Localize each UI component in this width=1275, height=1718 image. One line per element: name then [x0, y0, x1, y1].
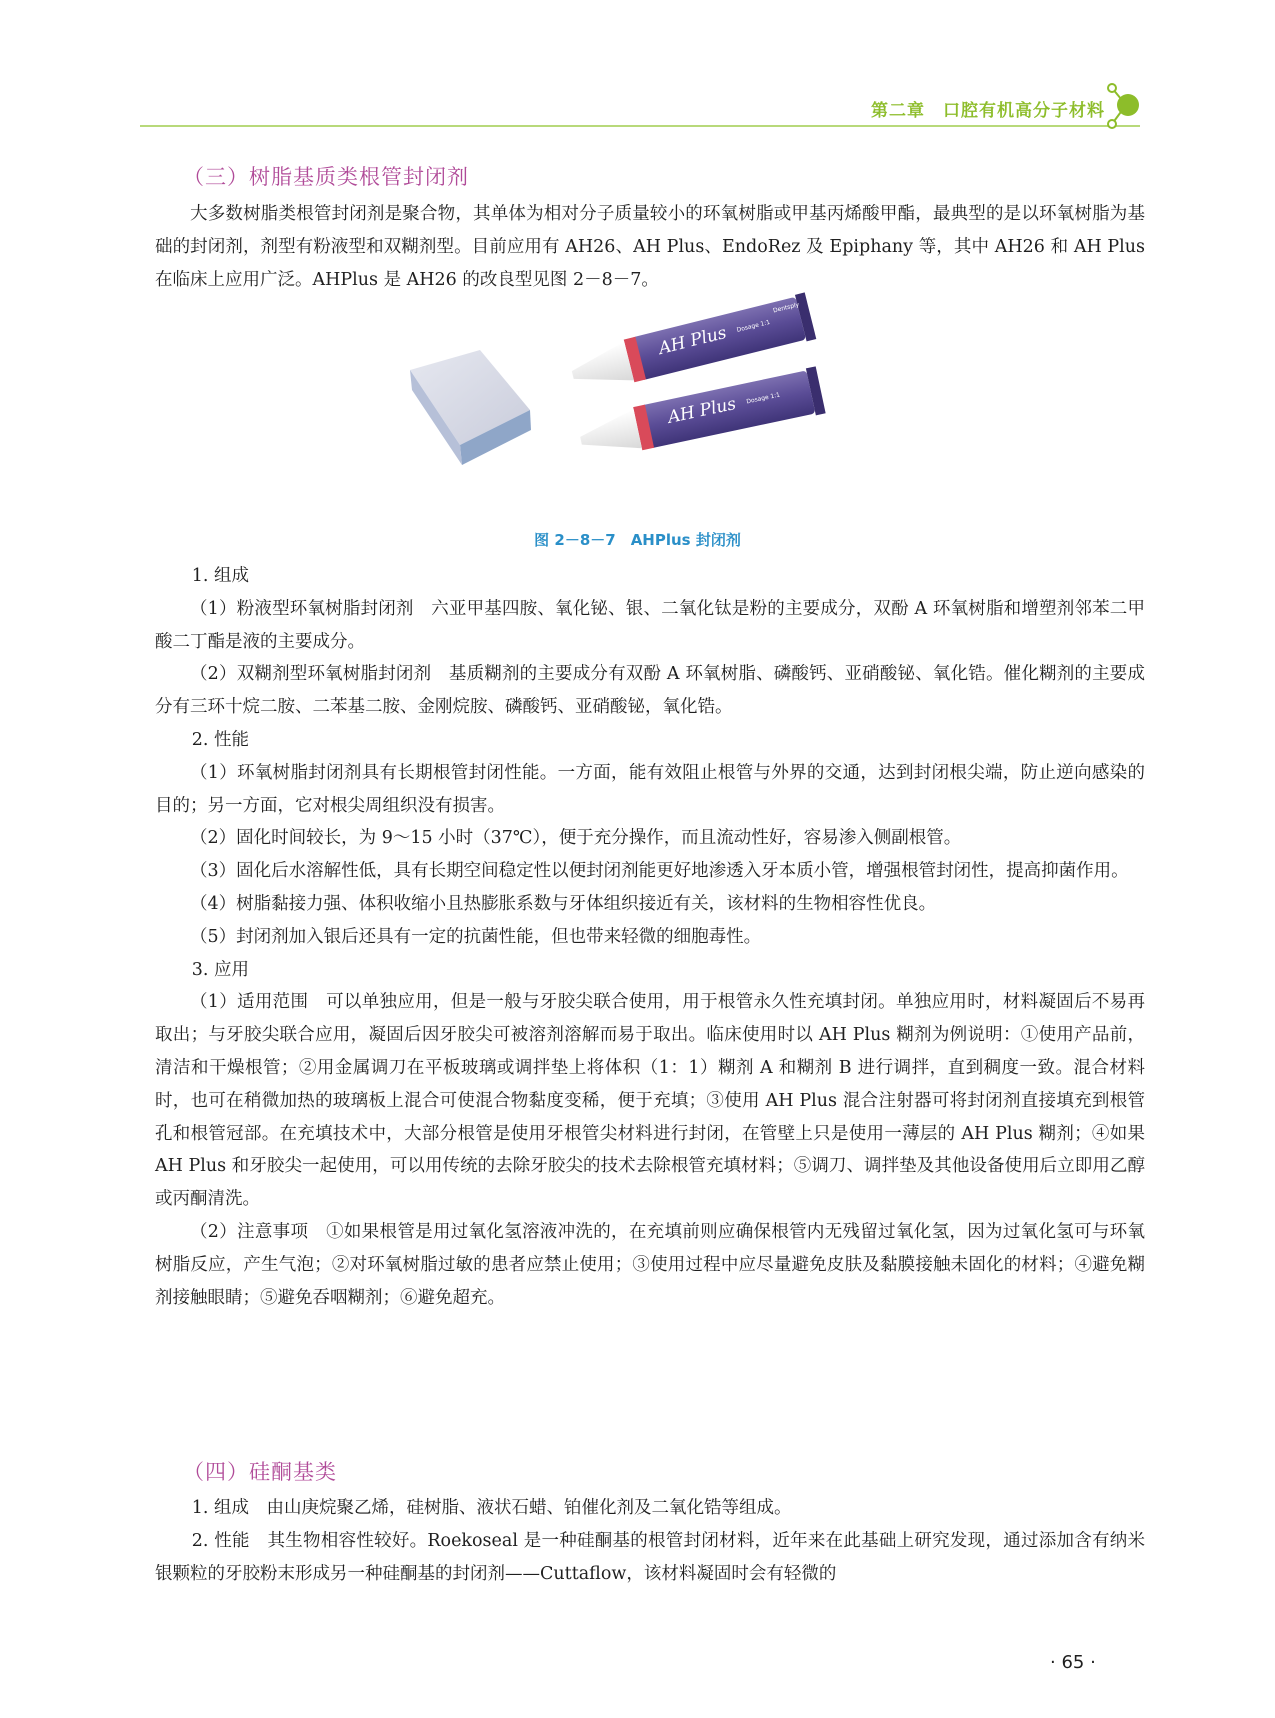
- application-title: 3. 应用: [191, 959, 250, 980]
- composition-item-2: （2）双糊剂型环氧树脂封闭剂 基质糊剂的主要成分有双酚 A 环氧树脂、磷酸钙、亚硝酸铋、氧化锆。催化糊剂的主要成分有三环十烷二胺、二苯基二胺、金刚烷胺、磷酸钙、亚硝酸铋，氧化锆。: [155, 664, 1145, 718]
- tube-label-top: AH Plus: [656, 322, 729, 360]
- silicone-section: [155, 1492, 1145, 1590]
- properties-item-4: （4）树脂黏接力强、体积收缩小且热膨胀系数与牙体组织接近有关，该材料的生物相容性优良。: [190, 893, 937, 914]
- tube-dose-top: Dosage 1:1: [736, 318, 771, 334]
- ahplus-product-photo: [400, 301, 870, 500]
- properties-item-1: （1）环氧树脂封闭剂具有长期根管封闭性能。一方面，能有效阻止根管与外界的交通，达到封闭根尖端，防止逆向感染的目的；另一方面，它对根尖周组织没有损害。: [155, 762, 1145, 816]
- properties-item-3: （3）固化后水溶解性低，具有长期空间稳定性以便封闭剂能更好地渗透入牙本质小管，增强根管封闭性，提高抑菌作用。: [190, 861, 1129, 882]
- section-heading-resin: （三）树脂基质类根管封闭剂: [183, 165, 469, 189]
- composition-title: 1. 组成: [191, 566, 250, 586]
- intro-paragraph: [155, 198, 1145, 296]
- figure-caption: 图 2－8－7 AHPlus 封闭剂: [534, 531, 741, 549]
- application-item-2: （2）注意事项 ①如果根管是用过氧化氢溶液冲洗的，在充填前则应确保根管内无残留过氧化氢，因为过氧化氢可与环氧树脂反应，产生气泡；②对环氧树脂过敏的患者应禁止使用；③使用过程中应尽量避免皮肤及黏膜接触未固化的材料；④避免糊剂接触眼睛；⑤避免吞咽糊剂；⑥避免超充。: [155, 1221, 1145, 1308]
- properties-title: 2. 性能: [191, 729, 250, 750]
- chapter-title: 第二章 口腔有机高分子材料: [871, 101, 1105, 121]
- properties-item-2: （2）固化时间较长，为 9～15 小时（37℃），便于充分操作，而且流动性好，容易渗入侧副根管。: [190, 828, 962, 849]
- intro-text: 大多数树脂类根管封闭剂是聚合物，其单体为相对分子质量较小的环氧树脂或甲基丙烯酸甲酯，最典型的是以环氧树脂为基础的封闭剂，剂型有粉液型和双糊剂型。目前应用有 AH26、AH Plus、EndoRez 及 Epiphany 等，其中 AH26 和 AH Plus 在临床上应用广泛。AHPlus 是 AH26 的改良型见图 2－8－7。: [155, 204, 1145, 290]
- tube-dose-bottom: Dosage 1:1: [745, 391, 781, 406]
- properties-item-5: （5）封闭剂加入银后还具有一定的抗菌性能，但也带来轻微的细胞毒性。: [190, 926, 762, 947]
- composition-section: [155, 560, 1145, 1314]
- composition-item-1: （1）粉液型环氧树脂封闭剂 六亚甲基四胺、氧化铋、银、二氧化钛是粉的主要成分，双酚 A 环氧树脂和增塑剂邻苯二甲酸二丁酯是液的主要成分。: [155, 598, 1145, 652]
- silicone-composition: 1. 组成 由山庚烷聚乙烯，硅树脂、液状石蜡、铂催化剂及二氧化锆等组成。: [191, 1498, 792, 1518]
- molecule-icon: [1104, 80, 1144, 130]
- application-item-1: （1）适用范围 可以单独应用，但是一般与牙胶尖联合使用，用于根管永久性充填封闭。单独应用时，材料凝固后不易再取出；与牙胶尖联合应用，凝固后因牙胶尖可被溶剂溶解而易于取出。临床使用时以 AH Plus 糊剂为例说明：①使用产品前，清洁和干燥根管；②用金属调刀在平板玻璃或调拌垫上将体积（1：1）糊剂 A 和糊剂 B 进行调拌，直到稠度一致。混合材料时，也可在稍微加热的玻璃板上混合可使混合物黏度变稀，便于充填；③使用 AH Plus 混合注射器可将封闭剂直接填充到根管孔和根管冠部。在充填技术中，大部分根管是使用牙根管尖材料进行封闭，在管壁上只是使用一薄层的 AH Plus 糊剂；④如果 AH Plus 和牙胶尖一起使用，可以用传统的去除牙胶尖的技术去除根管充填材料；⑤调刀、调拌垫及其他设备使用后立即用乙醇或丙酮清洗。: [155, 992, 1145, 1210]
- header-divider: [140, 125, 1140, 127]
- tube-brand-top: Dentsply: [772, 301, 800, 315]
- page-number: · 65 ·: [1050, 1652, 1096, 1673]
- section-heading-silicone: （四）硅酮基类: [183, 1460, 337, 1484]
- tube-label-bottom: AH Plus: [666, 393, 738, 428]
- silicone-properties: 2. 性能 其生物相容性较好。Roekoseal 是一种硅酮基的根管封闭材料，近年来在此基础上研究发现，通过添加含有纳米银颗粒的牙胶粉末形成另一种硅酮基的封闭剂——Cuttaflow，该材料凝固时会有轻微的: [155, 1530, 1145, 1584]
